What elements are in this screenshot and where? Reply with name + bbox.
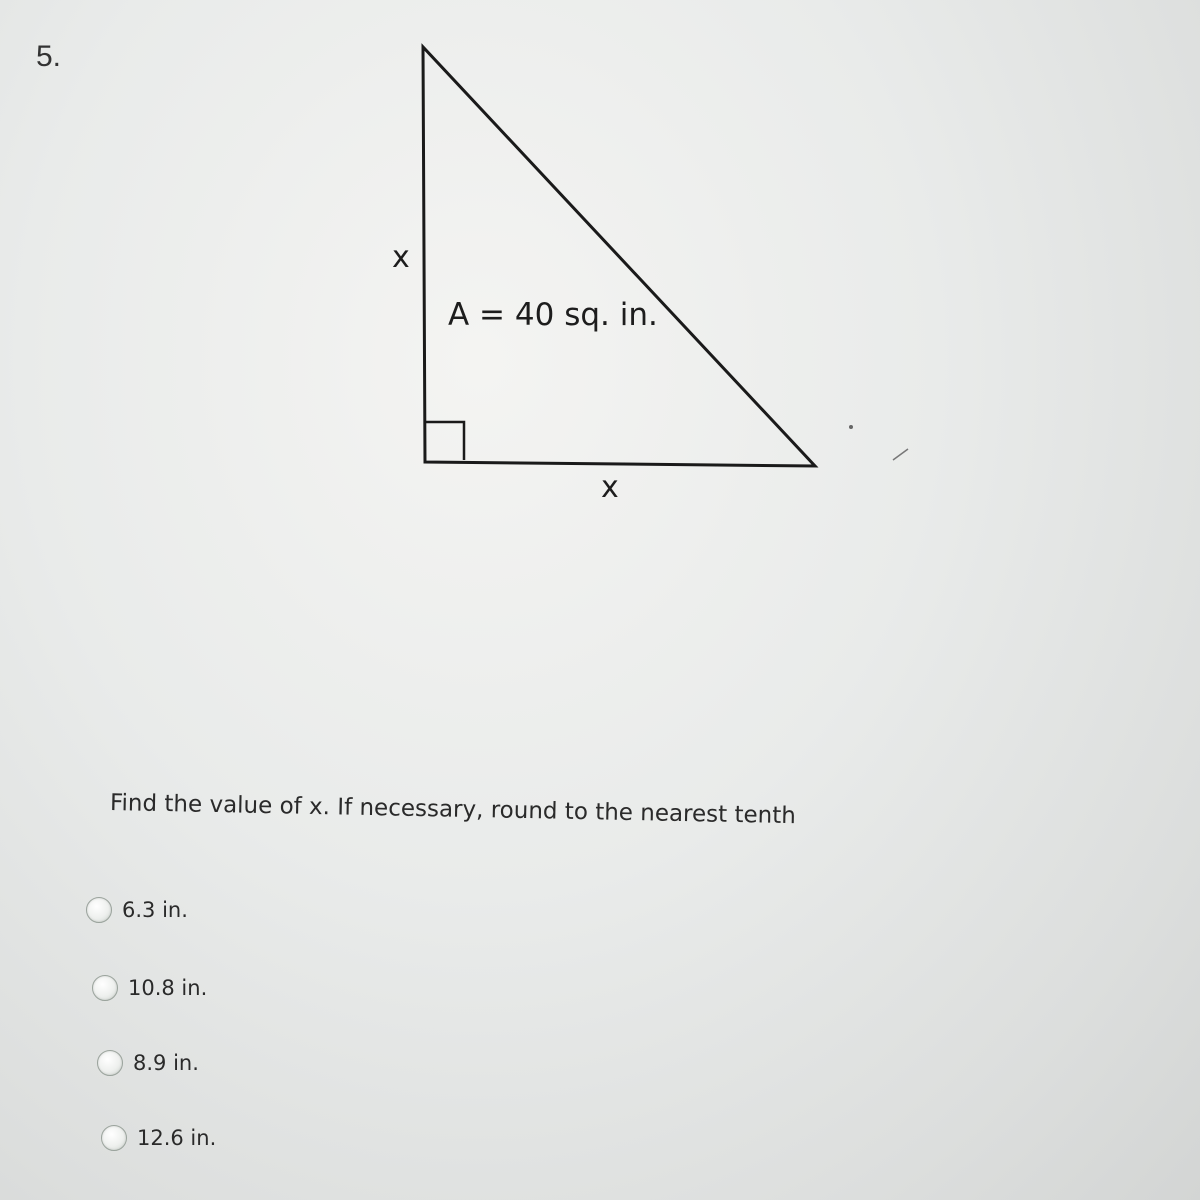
answer-option[interactable] — [101, 1125, 216, 1151]
triangle-figure — [0, 0, 1200, 560]
answer-option[interactable] — [86, 897, 188, 923]
stray-dot — [849, 425, 853, 429]
question-prompt: Find the value of x. If necessary, round to the nearest tenth — [109, 790, 797, 830]
answer-option-label: 10.8 in. — [128, 976, 208, 1000]
stray-mark — [893, 449, 908, 460]
radio-button[interactable] — [92, 975, 118, 1001]
right-angle-marker — [425, 422, 464, 460]
answer-option-label: 8.9 in. — [133, 1051, 199, 1075]
side-label-left: x — [392, 240, 410, 275]
side-label-bottom: x — [601, 470, 619, 505]
right-triangle — [423, 47, 815, 466]
question-number: 5. — [36, 40, 62, 73]
answer-option-label: 6.3 in. — [122, 898, 188, 922]
radio-button[interactable] — [97, 1050, 123, 1076]
answer-option[interactable] — [92, 975, 207, 1001]
area-label: A = 40 sq. in. — [448, 297, 658, 333]
radio-button[interactable] — [86, 897, 112, 923]
right-triangle-diagram — [0, 0, 1200, 560]
answer-option[interactable] — [97, 1050, 199, 1076]
radio-button[interactable] — [101, 1125, 127, 1151]
answer-option-label: 12.6 in. — [137, 1126, 217, 1150]
